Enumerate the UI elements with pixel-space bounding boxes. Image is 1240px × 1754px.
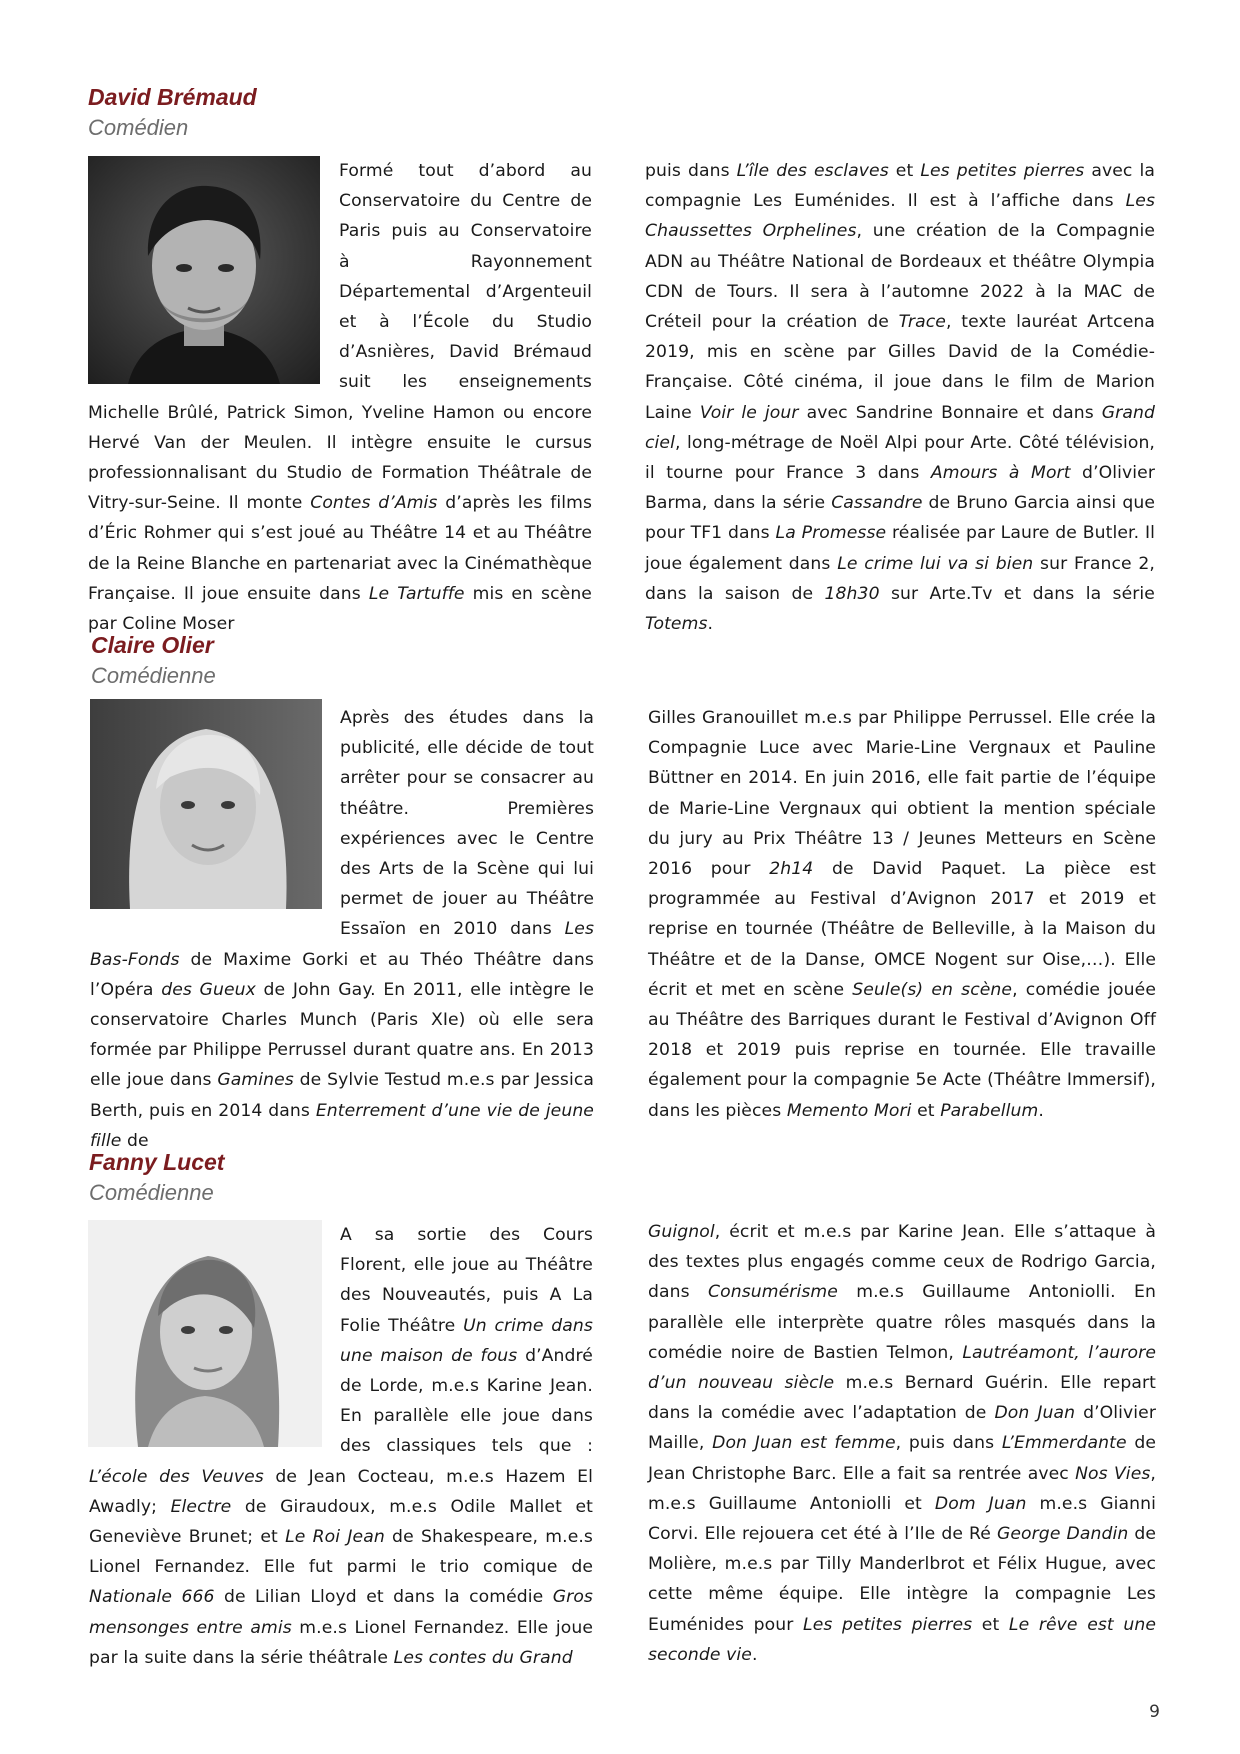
person-role: Comédienne <box>91 663 216 688</box>
page-number: 9 <box>1149 1702 1160 1722</box>
photo-wrap-spacer <box>88 156 339 382</box>
person-role: Comédienne <box>89 1180 214 1205</box>
bio-text-right: Guignol, écrit et m.e.s par Karine Jean. Elle s’attaque à des textes plus engagés comme ceux de Rodrigo Garcia, dans Consumérisme m.e.s Guillaume Antoniolli. En parallèle elle interprète quatre rôles masqués dans la comédie noire de Bastien Telmon, Lautréamont, l’aurore d’un nouveau siècle m.e.s Bernard Guérin. Elle repart dans la comédie avec l’adaptation de Don Juan d’Olivier Maille, Don Juan est femme, puis dans L’Emmerdante de Jean Christophe Barc. Elle a fait sa rentrée avec Nos Vies, m.e.s Guillaume Antoniolli et Dom Juan m.e.s Gianni Corvi. Elle rejouera cet été à l’Ile de Ré George Dandin de Molière, m.e.s par Tilly Manderlbrot et Félix Hugue, avec cette même équipe. Elle intègre la compagnie Les Euménides pour Les petites pierres et Le rêve est une seconde vie. <box>648 1222 1157 1665</box>
person-name: Fanny Lucet <box>89 1149 225 1175</box>
person-name: Claire Olier <box>91 632 214 658</box>
photo-wrap-spacer <box>90 703 340 915</box>
bio-text-right: Gilles Granouillet m.e.s par Philippe Perrussel. Elle crée la Compagnie Luce avec Marie-Line Vergnaux et Pauline Büttner en 2014. En juin 2016, elle fait partie de l’équipe de Marie-Line Vergnaux qui obtient la mention spéciale du jury au Prix Théâtre 13 / Jeunes Metteurs en Scène 2016 pour 2h14 de David Paquet. La pièce est programmée au Festival d’Avignon 2017 et 2019 et reprise en tournée (Théâtre de Belleville, à la Maison du Théâtre et de la Danse, OMCE Nogent sur Oise,…). Elle écrit et met en scène Seule(s) en scène, comédie jouée au Théâtre des Barriques durant le Festival d’Avignon Off 2018 et 2019 puis reprise en tournée. Elle travaille également pour la compagnie 5e Acte (Théâtre Immersif), dans les pièces Memento Mori et Parabellum. <box>648 708 1157 1121</box>
bio-text-left: Après des études dans la publicité, elle décide de tout arrêter pour se consacrer au théâtre. Premières expériences avec le Centre des Arts de la Scène qui lui permet de jouer au Théâtre Essaïon en 2010 dans Les Bas-Fonds de Maxime Gorki et au Théo Théâtre dans l’Opéra des Gueux de John Gay. En 2011, elle intègre le conservatoire Charles Munch (Paris XIe) où elle sera formée par Philippe Perrussel durant quatre ans. En 2013 elle joue dans Gamines de Sylvie Testud m.e.s par Jessica Berth, puis en 2014 dans Enterrement d’une vie de jeune fille de <box>90 703 594 1156</box>
bio-text-right: puis dans L’île des esclaves et Les petites pierres avec la compagnie Les Euménides. Il est à l’affiche dans Les Chaussettes Orphelines, une création de la Compagnie ADN au Théâtre National de Bordeaux et théâtre Olympia CDN de Tours. Il sera à l’automne 2022 à la MAC de Créteil pour la création de Trace, texte lauréat Artcena 2019, mis en scène par Gilles David de la Comédie-Française. Côté cinéma, il joue dans le film de Marion Laine Voir le jour avec Sandrine Bonnaire et dans Grand ciel, long-métrage de Noël Alpi pour Arte. Côté télévision, il tourne pour France 3 dans Amours à Mort d’Olivier Barma, dans la série Cassandre de Bruno Garcia ainsi que pour TF1 dans La Promesse réalisée par Laure de Butler. Il joue également dans Le crime lui va si bien sur France 2, dans la saison de 18h30 sur Arte.Tv et dans la série Totems. <box>645 161 1155 635</box>
photo-wrap-spacer <box>89 1220 340 1458</box>
bio-text-left: A sa sortie des Cours Florent, elle joue au Théâtre des Nouveautés, puis A La Folie Théâtre Un crime dans une maison de fous d’André de Lorde, m.e.s Karine Jean. En parallèle elle joue dans des classiques tels que : L’école des Veuves de Jean Cocteau, m.e.s Hazem El Awadly; Electre de Giraudoux, m.e.s Odile Mallet et Geneviève Brunet; et Le Roi Jean de Shakespeare, m.e.s Lionel Fernandez. Elle fut parmi le trio comique de Nationale 666 de Lilian Lloyd et dans la comédie Gros mensonges entre amis m.e.s Lionel Fernandez. Elle joue par la suite dans la série théâtrale Les contes du Grand <box>89 1220 593 1673</box>
person-role: Comédien <box>88 115 189 140</box>
person-name: David Brémaud <box>88 84 257 110</box>
bio-text-left: Formé tout d’abord au Conservatoire du Centre de Paris puis au Conservatoire à Rayonnement Départemental d’Argenteuil et à l’École du Studio d’Asnières, David Brémaud suit les enseignements Michelle Brûlé, Patrick Simon, Yveline Hamon ou encore Hervé Van der Meulen. Il intègre ensuite le cursus professionnalisant du Studio de Formation Théâtrale de Vitry-sur-Seine. Il monte Contes d’Amis d’après les films d’Éric Rohmer qui s’est joué au Théâtre 14 et au Théâtre de la Reine Blanche en partenariat avec la Cinémathèque Française. Il joue ensuite dans Le Tartuffe mis en scène par Coline Moser <box>88 156 592 639</box>
